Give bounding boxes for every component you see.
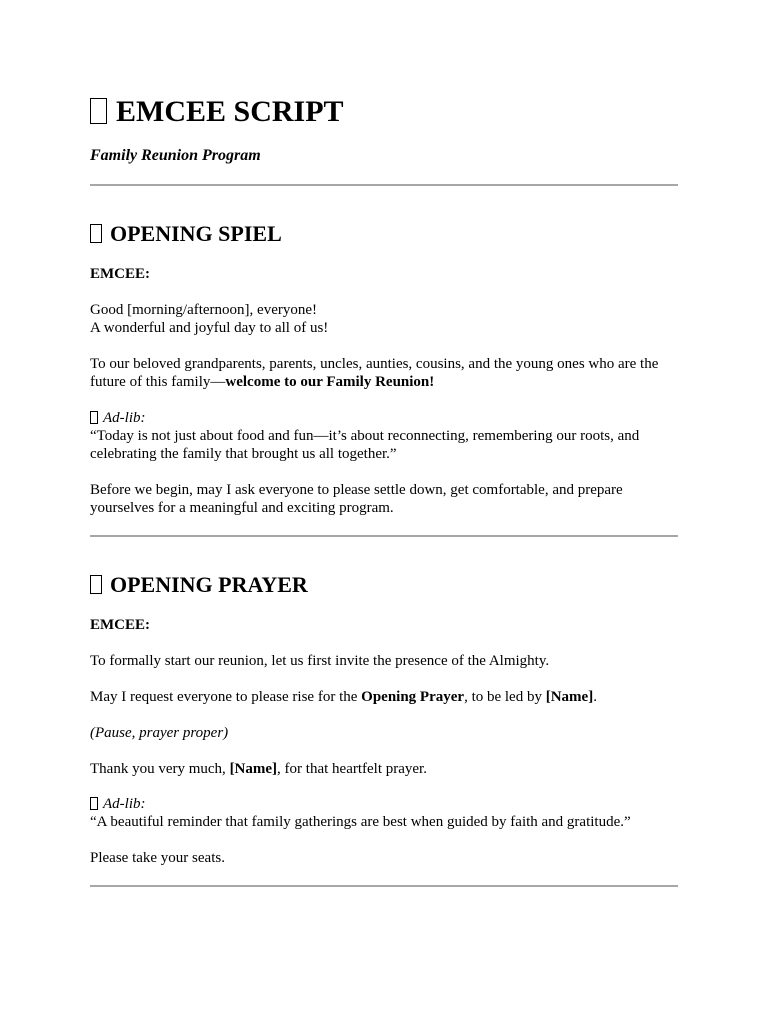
missing-glyph-icon	[90, 411, 98, 424]
section-divider	[90, 184, 678, 186]
request-paragraph	[90, 688, 678, 706]
thanks-paragraph	[90, 760, 678, 778]
greeting-paragraph	[90, 301, 678, 337]
settle-paragraph: Before we begin, may I ask everyone to please settle down, get comfortable, and prepare yourselves for a meaningful and exciting program.	[90, 482, 623, 516]
pause-note: (Pause, prayer proper)	[90, 725, 229, 741]
thanks-text: Thank you very much,	[90, 761, 230, 777]
missing-glyph-icon	[90, 797, 98, 810]
greeting-line-2: A wonderful and joyful day to all of us!	[90, 320, 329, 336]
welcome-paragraph	[90, 355, 678, 391]
page-title-text: EMCEE SCRIPT	[116, 95, 344, 128]
section-divider	[90, 885, 678, 887]
intro-paragraph: To formally start our reunion, let us first invite the presence of the Almighty.	[90, 653, 550, 669]
adlib-label: Ad-lib:	[103, 410, 146, 426]
adlib-paragraph	[90, 795, 678, 831]
section-heading-text: OPENING SPIEL	[110, 221, 282, 246]
request-name-placeholder: [Name]	[545, 689, 594, 705]
adlib-label: Ad-lib:	[103, 796, 146, 812]
thanks-text-end: , for that heartfelt prayer.	[277, 761, 427, 777]
adlib-paragraph	[90, 409, 678, 463]
greeting-line-1: Good [morning/afternoon], everyone!	[90, 302, 318, 318]
missing-glyph-icon	[90, 98, 107, 124]
missing-glyph-icon	[90, 575, 102, 594]
request-emphasis: Opening Prayer	[361, 689, 465, 705]
missing-glyph-icon	[90, 224, 102, 243]
welcome-text: To our beloved grandparents, parents, uncles, aunties, cousins, and the young ones who are the future of this family—	[90, 356, 659, 390]
page-title	[90, 92, 678, 132]
request-text-mid: , to be led by	[464, 689, 546, 705]
adlib-quote: “A beautiful reminder that family gatherings are best when guided by faith and gratitude.”	[90, 814, 631, 830]
request-text-end: .	[593, 689, 597, 705]
section-divider	[90, 535, 678, 537]
speaker-label: EMCEE:	[90, 617, 150, 633]
page-subtitle: Family Reunion Program	[90, 147, 261, 164]
seats-paragraph: Please take your seats.	[90, 850, 225, 866]
thanks-name-placeholder: [Name]	[229, 761, 278, 777]
request-text: May I request everyone to please rise for the	[90, 689, 362, 705]
speaker-label: EMCEE:	[90, 266, 150, 282]
adlib-quote: “Today is not just about food and fun—it’s about reconnecting, remembering our roots, and celebrating the family that brought us all together.”	[90, 428, 640, 462]
section-heading-opening-spiel	[90, 220, 678, 248]
document-body	[90, 92, 678, 887]
welcome-emphasis: welcome to our Family Reunion!	[225, 374, 435, 390]
section-heading-opening-prayer	[90, 571, 678, 599]
section-heading-text: OPENING PRAYER	[110, 572, 308, 597]
